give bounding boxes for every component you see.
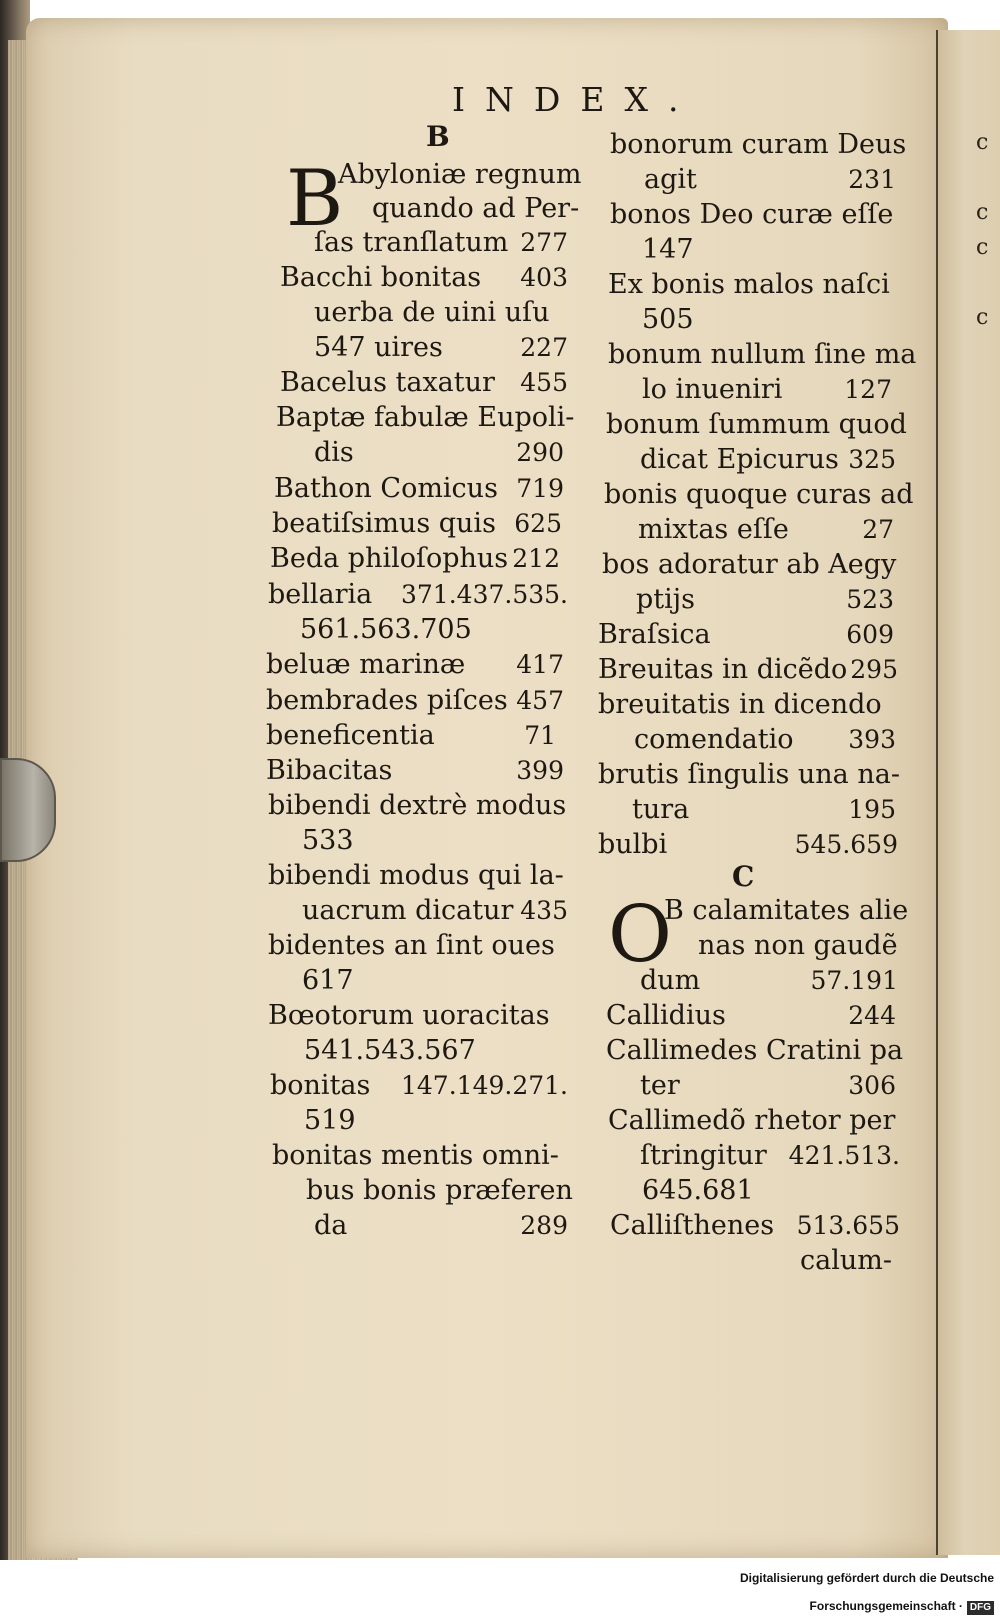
index-line: bellaria 371.437.535. bbox=[268, 579, 568, 610]
index-line: Bibacitas 399 bbox=[266, 755, 564, 786]
book-clasp bbox=[0, 758, 56, 862]
index-line: uerba de uini uſu bbox=[314, 297, 550, 328]
index-line: bonum nullum ſine ma bbox=[608, 339, 917, 370]
index-line: ſtringitur 421.513. bbox=[640, 1140, 900, 1171]
index-line: bonos Deo curæ eſſe bbox=[610, 199, 894, 230]
index-line: Baptæ fabulæ Eupoli- bbox=[276, 402, 575, 433]
index-line: 533 bbox=[302, 825, 354, 856]
index-line: Calliſthenes 513.655 bbox=[610, 1210, 900, 1241]
facing-page-letter: c bbox=[976, 305, 989, 330]
section-letter: C bbox=[732, 860, 755, 893]
credit-text: Digitalisierung gefördert durch die Deutsche Forschungsgemeinschaft · bbox=[739, 1571, 994, 1613]
index-line: bonitas mentis omni- bbox=[272, 1140, 559, 1171]
index-line: Beda philoſophus 212 bbox=[270, 543, 560, 574]
index-line: beneficentia 71 bbox=[266, 720, 556, 751]
index-line: Abyloniæ regnum bbox=[338, 159, 582, 190]
index-line: ter 306 bbox=[640, 1070, 896, 1101]
index-line: beatiſsimus quis 625 bbox=[272, 508, 562, 539]
digitization-credit bbox=[600, 1564, 1000, 1613]
index-line: 617 bbox=[302, 965, 354, 996]
index-line: bidentes an ſint oues bbox=[268, 930, 555, 961]
index-line: bulbi 545.659 bbox=[598, 829, 898, 860]
index-line: dis 290 bbox=[314, 437, 564, 468]
section-letter: B bbox=[426, 120, 450, 153]
index-line: bonitas 147.149.271. bbox=[270, 1070, 568, 1101]
index-line: B calamitates alie bbox=[664, 895, 909, 926]
index-line: Callimedõ rhetor per bbox=[608, 1105, 896, 1136]
index-line: 505 bbox=[642, 304, 694, 335]
index-line: Callidius 244 bbox=[606, 1000, 896, 1031]
facing-page-letter: c bbox=[976, 200, 989, 225]
dfg-logo: DFG bbox=[967, 1601, 994, 1615]
index-line: bonum ſummum quod bbox=[606, 409, 907, 440]
index-line: 519 bbox=[304, 1105, 356, 1136]
index-line: beluæ marinæ 417 bbox=[266, 649, 564, 680]
facing-page-edge bbox=[936, 30, 1000, 1555]
index-line: bonis quoque curas ad bbox=[604, 479, 914, 510]
index-line: dicat Epicurus 325 bbox=[640, 444, 896, 475]
index-line: da 289 bbox=[314, 1210, 568, 1241]
index-line: bembrades piſces 457 bbox=[266, 685, 564, 716]
index-line: comendatio 393 bbox=[634, 724, 896, 755]
index-line: mixtas eſſe 27 bbox=[638, 514, 894, 545]
index-line: 547 uires 227 bbox=[314, 332, 568, 363]
index-line: bibendi modus qui la- bbox=[268, 860, 564, 891]
index-line: Bacelus taxatur 455 bbox=[280, 367, 568, 398]
index-line: Braſsica 609 bbox=[598, 619, 894, 650]
index-line: 541.543.567 bbox=[304, 1035, 476, 1066]
index-line: dum 57.191 bbox=[640, 965, 898, 996]
index-line: quando ad Per- bbox=[372, 193, 580, 224]
index-line: bonorum curam Deus bbox=[610, 129, 907, 160]
index-line: brutis ſingulis una na- bbox=[598, 759, 900, 790]
index-line: Breuitas in dicẽdo 295 bbox=[598, 654, 898, 685]
index-line: ptijs 523 bbox=[636, 584, 894, 615]
index-line: breuitatis in dicendo bbox=[598, 689, 882, 720]
facing-page-letter: c bbox=[976, 235, 989, 260]
index-line: tura 195 bbox=[632, 794, 896, 825]
dropcap: B bbox=[286, 154, 344, 244]
index-line: Bœotorum uoracitas bbox=[268, 1000, 550, 1031]
index-line: 561.563.705 bbox=[300, 614, 472, 645]
index-line: Bathon Comicus 719 bbox=[274, 473, 564, 504]
index-line: Ex bonis malos naſci bbox=[608, 269, 890, 300]
index-line: uacrum dicatur 435 bbox=[302, 895, 568, 926]
index-line: 147 bbox=[642, 234, 694, 265]
index-line: Callimedes Cratini pa bbox=[606, 1035, 904, 1066]
running-head: INDEX. bbox=[452, 80, 699, 119]
index-line: ſas tranſlatum 277 bbox=[314, 227, 568, 258]
index-line: 645.681 bbox=[642, 1175, 754, 1206]
dropcap: O bbox=[608, 890, 672, 980]
facing-page-letter: c bbox=[976, 130, 989, 155]
index-line: lo inueniri 127 bbox=[642, 374, 892, 405]
index-line: bos adoratur ab Aegy bbox=[602, 549, 897, 580]
index-line: agit 231 bbox=[644, 164, 896, 195]
catchword: calum- bbox=[800, 1245, 892, 1276]
index-line: bus bonis præferen bbox=[306, 1175, 573, 1206]
index-line: bibendi dextrè modus bbox=[268, 790, 567, 821]
index-line: Bacchi bonitas 403 bbox=[280, 262, 568, 293]
index-line: nas non gaudẽ bbox=[698, 930, 898, 961]
